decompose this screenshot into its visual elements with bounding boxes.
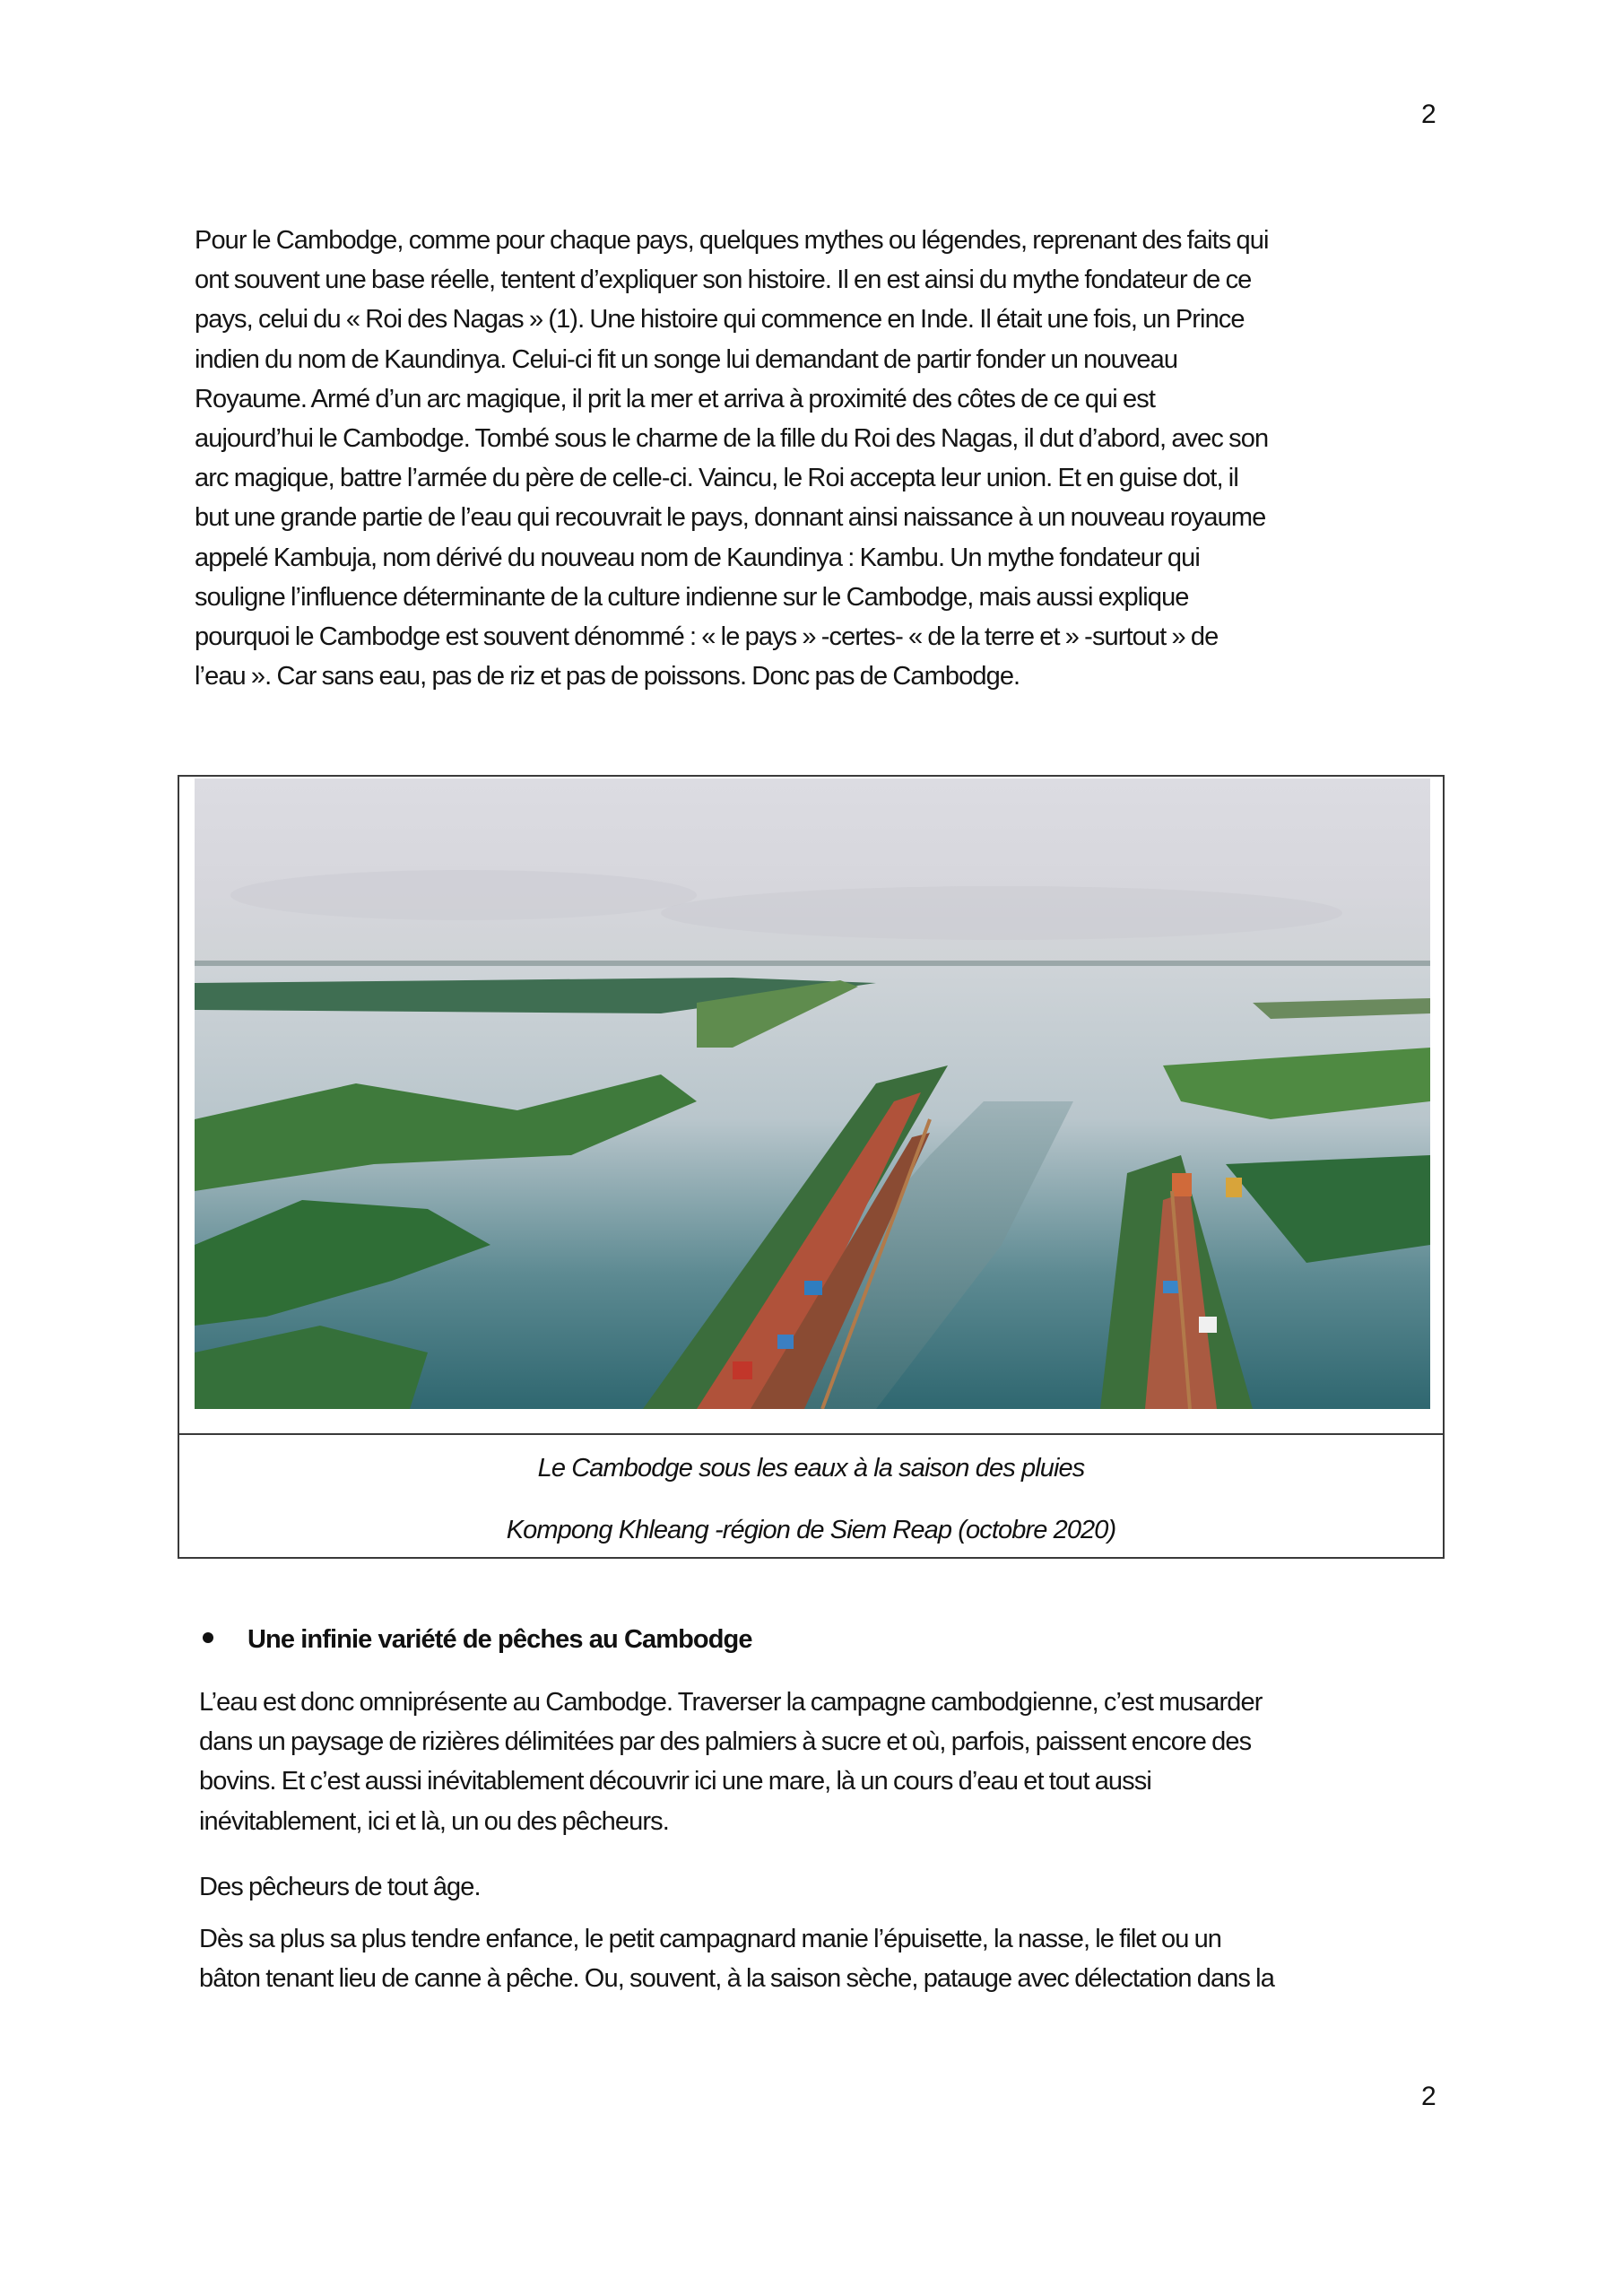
- intro-paragraph: [195, 221, 1450, 696]
- body-paragraph-3: [199, 1919, 1454, 1998]
- text-line: l’eau ». Car sans eau, pas de riz et pas de poissons. Donc pas de Cambodge.: [195, 662, 1020, 691]
- text-line: dans un paysage de rizières délimitées par des palmiers à sucre et où, parfois, paissent encore des: [199, 1727, 1252, 1757]
- text-line: bovins. Et c’est aussi inévitablement découvrir ici une mare, là un cours d’eau et tout aussi: [199, 1767, 1151, 1796]
- photo-illustration: [195, 778, 1430, 1409]
- figure-caption-title: Le Cambodge sous les eaux à la saison des pluies: [537, 1454, 1085, 1483]
- section-heading: [199, 1622, 752, 1657]
- text-line: Dès sa plus sa plus tendre enfance, le petit campagnard manie l’épuisette, la nasse, le filet ou un: [199, 1925, 1222, 1953]
- text-line: L’eau est donc omniprésente au Cambodge. Traverser la campagne cambodgienne, c’est musarder: [199, 1688, 1263, 1717]
- aerial-flood-photo: [195, 778, 1430, 1409]
- bullet-icon: [203, 1632, 213, 1643]
- page-number-top: 2: [1421, 100, 1436, 129]
- figure-caption-location: Kompong Khleang -région de Siem Reap (octobre 2020): [506, 1516, 1116, 1544]
- text-line: arc magique, battre l’armée du père de celle-ci. Vaincu, le Roi accepta leur union. Et en guise dot, il: [195, 464, 1238, 493]
- text-line: inévitablement, ici et là, un ou des pêcheurs.: [199, 1806, 669, 1836]
- figure-divider: [179, 1433, 1443, 1435]
- page-number-bottom: 2: [1421, 2082, 1436, 2111]
- text-line: bâton tenant lieu de canne à pêche. Ou, souvent, à la saison sèche, patauge avec délectation dans la: [199, 1964, 1274, 1994]
- text-line: ont souvent une base réelle, tentent d’expliquer son histoire. Il en est ainsi du mythe fondateur de ce: [195, 265, 1252, 295]
- section-heading-text: Une infinie variété de pêches au Cambodge: [247, 1625, 752, 1654]
- text-line: Royaume. Armé d’un arc magique, il prit la mer et arriva à proximité des côtes de ce qui est: [195, 384, 1155, 413]
- text-line: pourquoi le Cambodge est souvent dénommé : « le pays » -certes- « de la terre et » -surtout » de: [195, 622, 1219, 652]
- text-line: indien du nom de Kaundinya. Celui-ci fit un songe lui demandant de partir fonder un nouveau: [195, 344, 1178, 374]
- text-line: Pour le Cambodge, comme pour chaque pays, quelques mythes ou légendes, reprenant des faits qui: [195, 226, 1269, 255]
- text-line: Des pêcheurs de tout âge.: [199, 1873, 481, 1901]
- text-line: souligne l’influence déterminante de la culture indienne sur le Cambodge, mais aussi explique: [195, 582, 1189, 612]
- text-line: but une grande partie de l’eau qui recouvrait le pays, donnant ainsi naissance à un nouveau royaume: [195, 503, 1266, 533]
- text-line: pays, celui du « Roi des Nagas » (1). Une histoire qui commence en Inde. Il était une fois, un Prince: [195, 305, 1245, 335]
- text-line: appelé Kambuja, nom dérivé du nouveau nom de Kaundinya : Kambu. Un mythe fondateur qui: [195, 543, 1200, 572]
- text-line: aujourd’hui le Cambodge. Tombé sous le charme de la fille du Roi des Nagas, il dut d’abord, avec son: [195, 424, 1269, 454]
- body-paragraph-2: [199, 1867, 1454, 1907]
- body-paragraph-1: [199, 1683, 1454, 1841]
- figure-table: [178, 775, 1445, 1559]
